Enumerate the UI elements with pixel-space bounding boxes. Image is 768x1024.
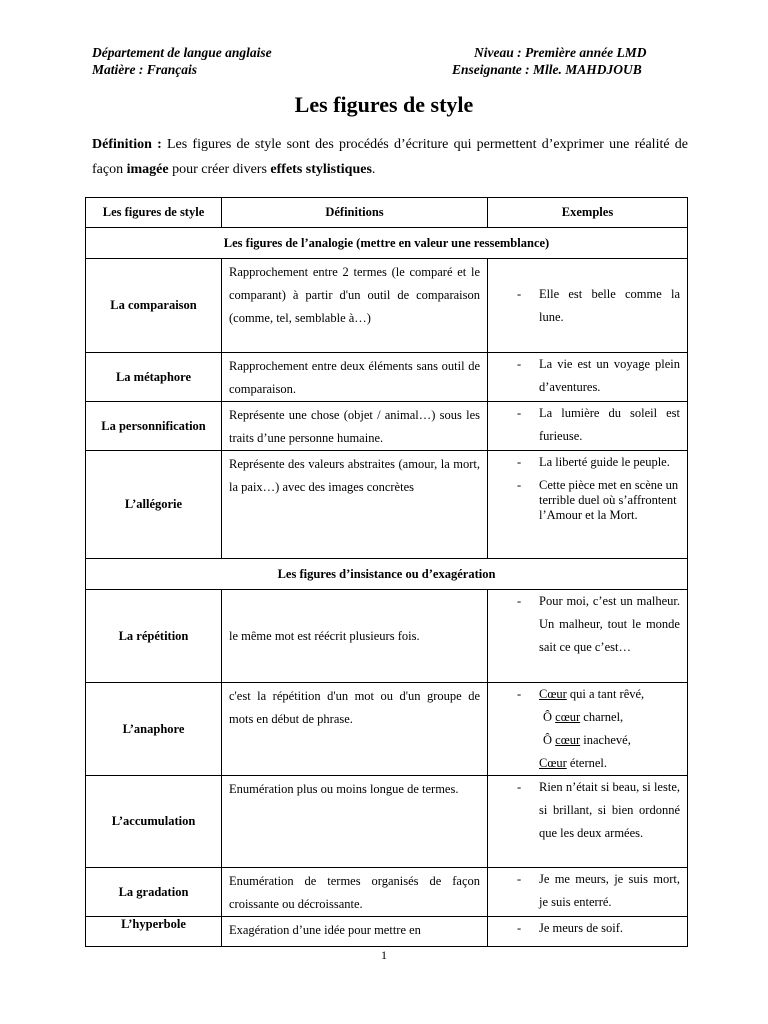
- definition-paragraph: [92, 132, 688, 182]
- table-row: [86, 917, 688, 947]
- underlined-word: cœur: [555, 733, 581, 747]
- example-fragment: inachevé,: [580, 733, 631, 747]
- header-left: [92, 44, 272, 78]
- example-text: Je me meurs, je suis mort, je suis enterré.: [539, 872, 680, 909]
- example-text: Rien n’était si beau, si leste, si brillant, si bien ordonné que les deux armées.: [539, 780, 680, 840]
- example-text: [539, 683, 680, 775]
- definition-bold-imagee: imagée: [126, 162, 169, 177]
- department-label: Département de langue anglaise: [92, 45, 272, 60]
- subject-label: Matière : Français: [92, 62, 198, 77]
- section-title: Les figures de l’analogie (mettre en valeur une ressemblance): [86, 228, 688, 259]
- figure-name: La comparaison: [86, 259, 222, 353]
- definition-label: Définition :: [92, 137, 162, 152]
- dash: -: [517, 286, 522, 301]
- table-row: [86, 868, 688, 917]
- figure-name: L’allégorie: [86, 451, 222, 559]
- figure-name: La gradation: [86, 868, 222, 917]
- page-number: 1: [381, 948, 387, 962]
- level-label: Niveau : Première année LMD: [474, 45, 647, 60]
- figure-definition: Représente des valeurs abstraites (amour, la mort, la paix…) avec des images concrètes: [222, 451, 488, 559]
- example-text: Pour moi, c’est un malheur. Un malheur, tout le monde sait ce que c’est…: [539, 594, 680, 654]
- dash: -: [517, 872, 522, 886]
- example-text: La vie est un voyage plein d’aventures.: [539, 357, 680, 394]
- definition-bold-effets: effets stylistiques: [270, 162, 372, 177]
- figure-example: [488, 868, 688, 917]
- example-text: La lumière du soleil est furieuse.: [539, 406, 680, 443]
- figure-definition: le même mot est réécrit plusieurs fois.: [222, 590, 488, 683]
- figure-example: [488, 917, 688, 947]
- example-text: Je meurs de soif.: [539, 921, 624, 935]
- table-row: [86, 402, 688, 451]
- figure-example: [488, 776, 688, 868]
- figure-example: [488, 353, 688, 402]
- dash: -: [517, 780, 522, 794]
- dash: -: [517, 478, 522, 492]
- figure-example: [488, 590, 688, 683]
- underlined-word: Cœur: [539, 756, 567, 770]
- section-row: [86, 228, 688, 259]
- dash: -: [517, 455, 522, 469]
- figure-name: L’anaphore: [86, 683, 222, 776]
- figure-name: L’hyperbole: [86, 917, 222, 947]
- figure-definition: Rapprochement entre deux éléments sans outil de comparaison.: [222, 353, 488, 402]
- dash: -: [517, 921, 522, 935]
- dash: -: [517, 687, 522, 701]
- example-text: La liberté guide le peuple.: [539, 455, 670, 469]
- figure-name: L’accumulation: [86, 776, 222, 868]
- table-row: [86, 776, 688, 868]
- figure-definition: Représente une chose (objet / animal…) sous les traits d’une personne humaine.: [222, 402, 488, 451]
- figures-table: [85, 197, 688, 947]
- example-fragment: Ô: [543, 733, 556, 747]
- figure-definition: Enumération plus ou moins longue de termes.: [222, 776, 488, 868]
- definition-text: Les figures de style sont des procédés d’écriture qui permettent d’exprimer une réalité de façon: [92, 137, 688, 177]
- table-row: [86, 259, 688, 353]
- column-header: Exemples: [488, 198, 688, 228]
- figure-definition: Rapprochement entre 2 termes (le comparé et le comparant) à partir d'un outil de comparaison (comme, tel, semblable à…): [222, 259, 488, 353]
- figure-name: La répétition: [86, 590, 222, 683]
- header-right: [452, 44, 646, 78]
- column-header: Définitions: [222, 198, 488, 228]
- table-row: [86, 451, 688, 559]
- figure-example: [488, 451, 688, 559]
- dash: -: [517, 594, 522, 608]
- figure-example: [488, 259, 688, 353]
- section-title: Les figures d’insistance ou d’exagération: [86, 559, 688, 590]
- teacher-label: Enseignante : Mlle. MAHDJOUB: [452, 62, 642, 77]
- figure-definition: Enumération de termes organisés de façon croissante ou décroissante.: [222, 868, 488, 917]
- table-row: [86, 683, 688, 776]
- definition-text: pour créer divers: [168, 162, 271, 177]
- table-row: [86, 590, 688, 683]
- page-title: Les figures de style: [294, 92, 474, 117]
- example-fragment: charnel,: [580, 710, 624, 724]
- dash: -: [517, 406, 522, 420]
- figure-example: [488, 683, 688, 776]
- example-fragment: qui a tant rêvé,: [566, 687, 645, 701]
- figure-name: La métaphore: [86, 353, 222, 402]
- example-text: Cette pièce met en scène un terrible duel où s’affrontent l’Amour et la Mort.: [539, 478, 679, 522]
- figure-definition: Exagération d’une idée pour mettre en: [222, 917, 488, 947]
- figure-example: [488, 402, 688, 451]
- figure-definition: c'est la répétition d'un mot ou d'un groupe de mots en début de phrase.: [222, 683, 488, 776]
- dash: -: [517, 357, 522, 371]
- example-text: Elle est belle comme la lune.: [539, 286, 680, 324]
- example-fragment: Ô: [543, 710, 556, 724]
- section-row: [86, 559, 688, 590]
- column-header: Les figures de style: [86, 198, 222, 228]
- underlined-word: Cœur: [539, 687, 567, 701]
- table-row: [86, 353, 688, 402]
- definition-text: .: [371, 162, 376, 177]
- underlined-word: cœur: [555, 710, 581, 724]
- example-fragment: éternel.: [566, 756, 608, 770]
- figure-name: La personnification: [86, 402, 222, 451]
- table-header-row: [86, 198, 688, 228]
